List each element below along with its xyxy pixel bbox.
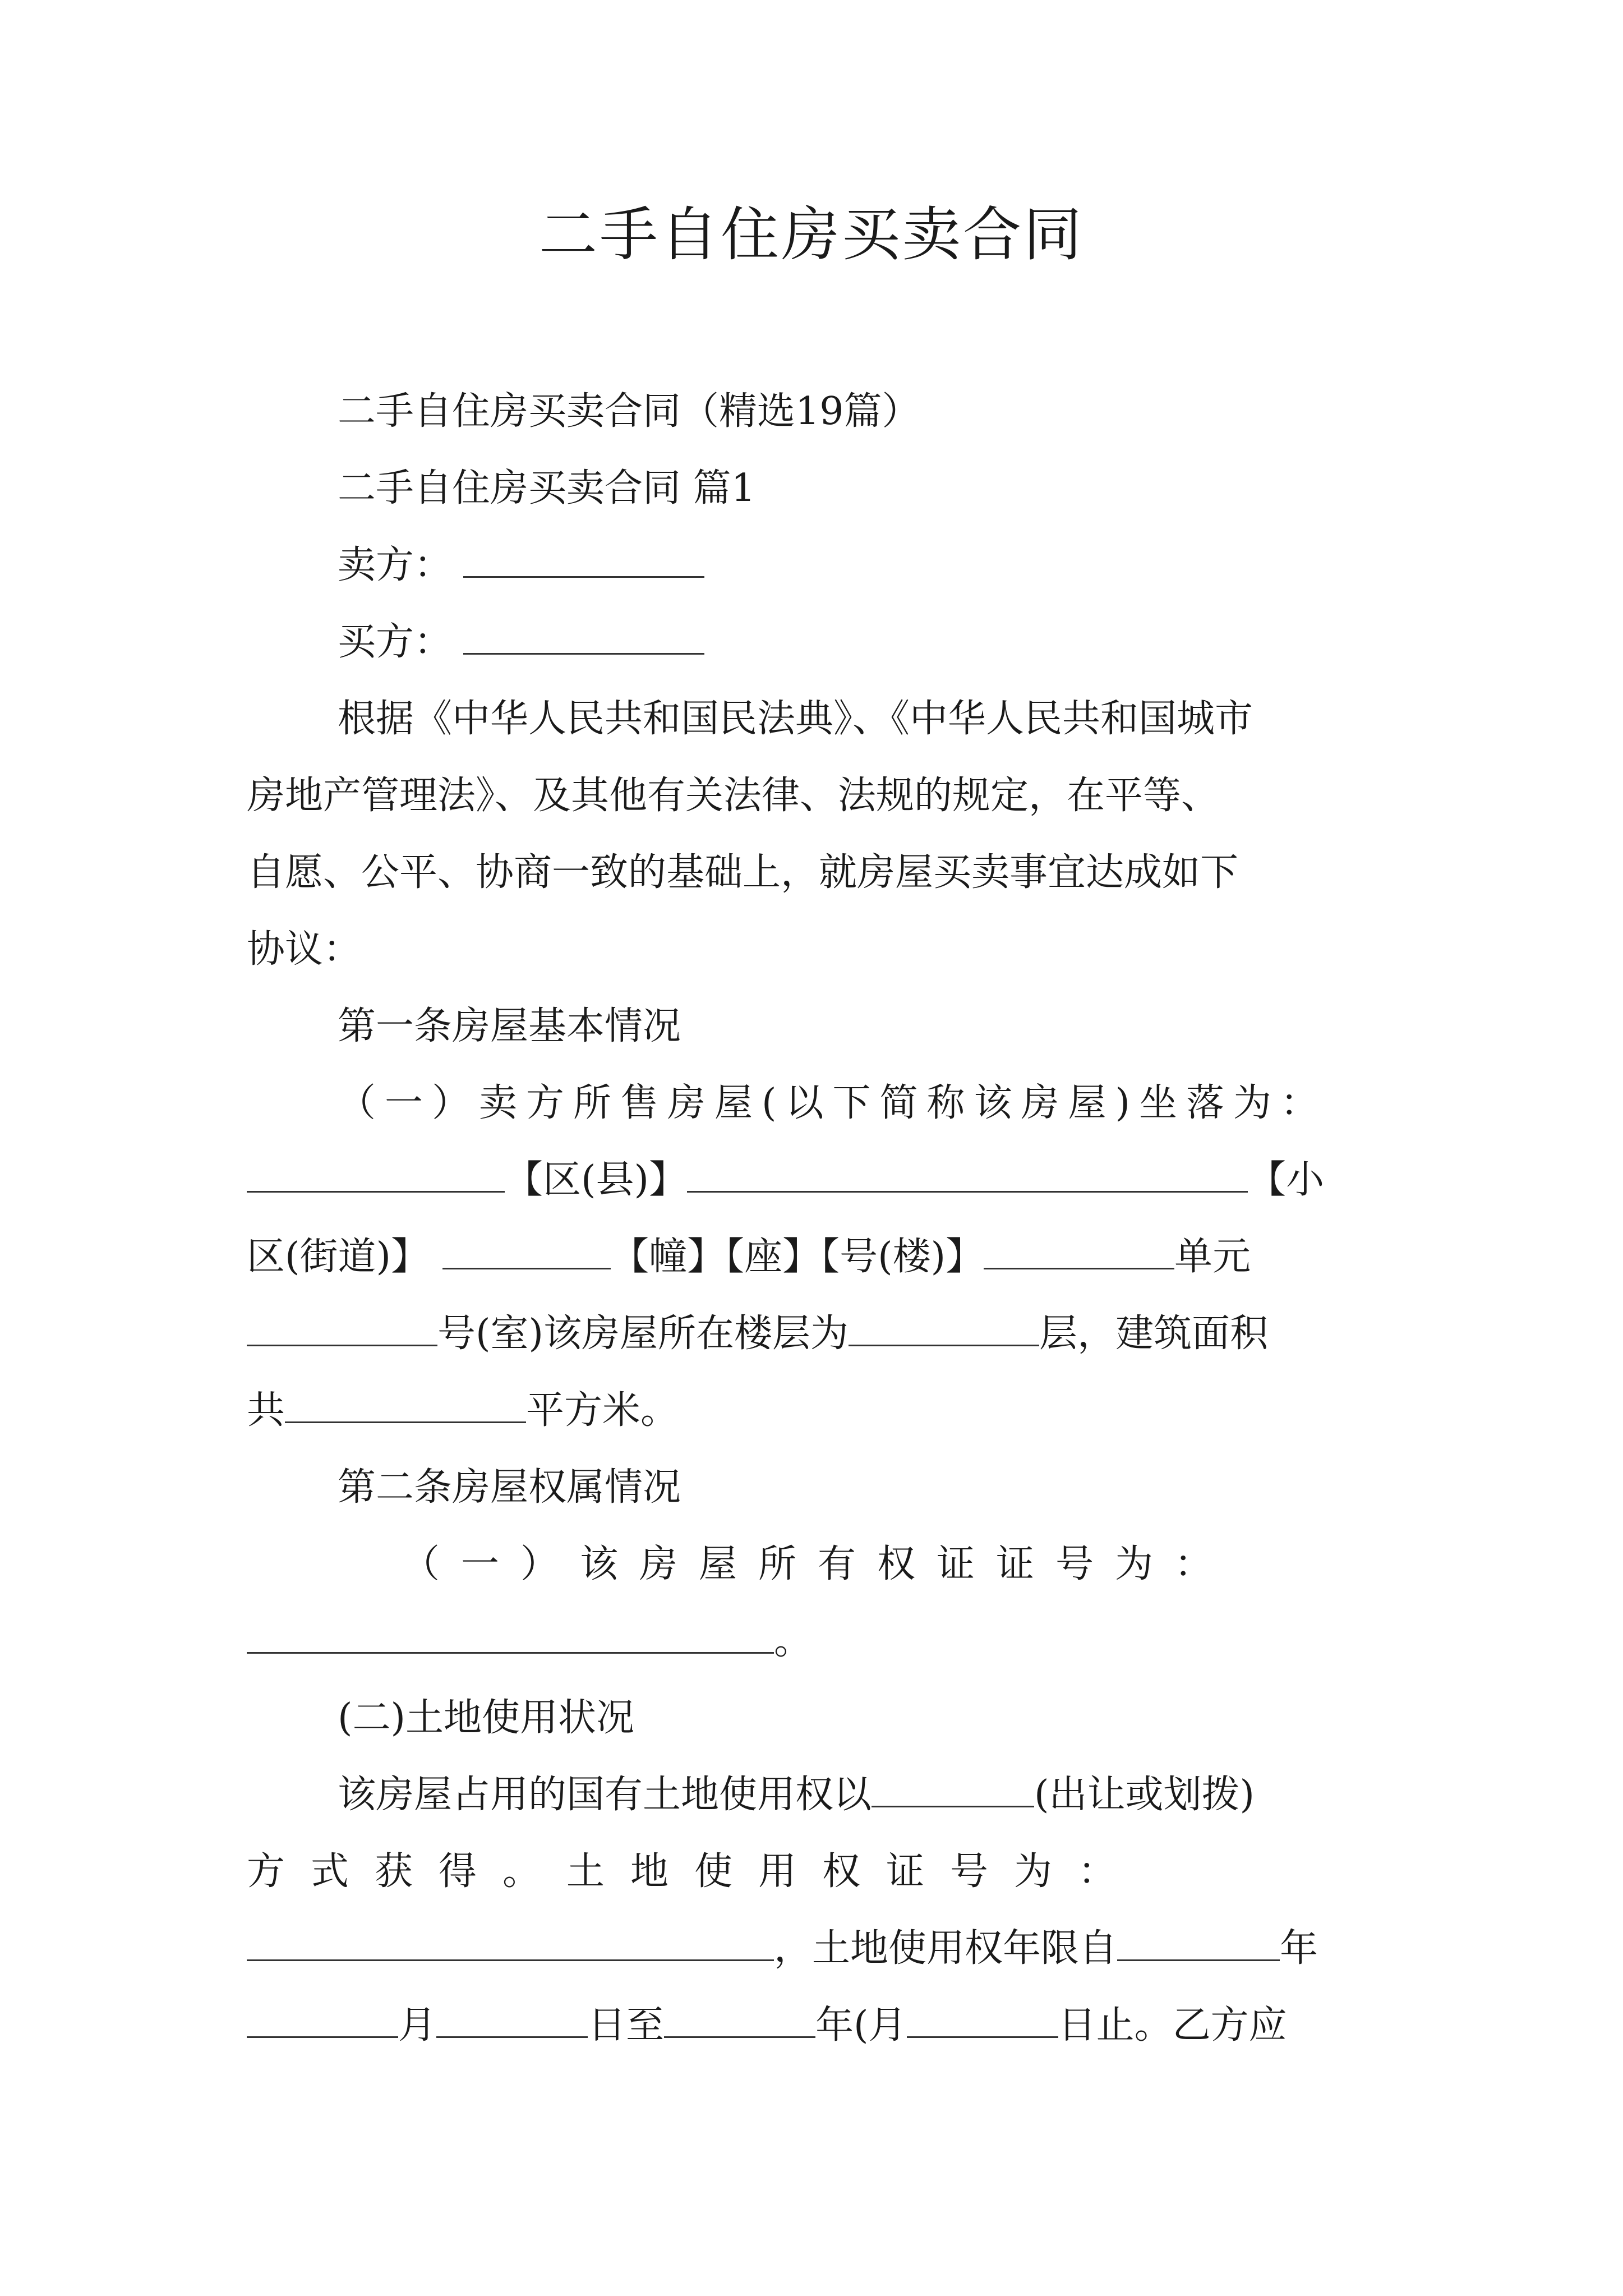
land-cert-blank bbox=[247, 1926, 774, 1961]
document-body bbox=[247, 373, 1391, 2064]
land-method-label: 该房屋占用的国有土地使用权以 bbox=[338, 1773, 872, 1817]
community-label-start: 【小 bbox=[1248, 1158, 1325, 1202]
land-line-3 bbox=[247, 1910, 1391, 1987]
land-term-label: ，土地使用权年限自 bbox=[774, 1926, 1118, 1971]
building-label: 【幢】【座】【号(楼)】 bbox=[611, 1235, 984, 1279]
district-blank bbox=[247, 1157, 505, 1193]
article2-sub2: (二)土地使用状况 bbox=[338, 1696, 635, 1740]
room-label: 号(室)该房屋所在楼层为 bbox=[437, 1312, 849, 1356]
buyer-label: 买方： bbox=[338, 620, 453, 664]
section-heading: 二手自住房买卖合同 篇1 bbox=[338, 466, 755, 510]
article1-heading: 第一条房屋基本情况 bbox=[338, 1004, 681, 1048]
area-prefix: 共 bbox=[247, 1388, 285, 1433]
end-day-blank bbox=[907, 2003, 1058, 2038]
building-blank bbox=[442, 1234, 611, 1269]
area-suffix: 平方米。 bbox=[526, 1388, 679, 1433]
seller-label: 卖方： bbox=[338, 543, 453, 587]
area-blank bbox=[285, 1388, 526, 1423]
article2-line-2 bbox=[247, 1603, 1391, 1680]
seller-line bbox=[247, 527, 1391, 604]
article2-heading: 第二条房屋权属情况 bbox=[338, 1465, 681, 1510]
start-day-blank bbox=[436, 2003, 588, 2038]
year-label: 年 bbox=[1280, 1926, 1318, 1971]
end-year-blank bbox=[664, 2003, 815, 2038]
preamble-line-4: 协议： bbox=[247, 927, 362, 972]
buyer-line bbox=[247, 604, 1391, 680]
land-method-blank bbox=[872, 1772, 1034, 1807]
unit-label: 单元 bbox=[1174, 1235, 1251, 1279]
certificate-end: 。 bbox=[774, 1619, 813, 1663]
seller-blank bbox=[463, 542, 704, 578]
day-to-label: 日至 bbox=[588, 2003, 665, 2047]
end-year-label: 年(月 bbox=[815, 2003, 907, 2047]
subtitle: 二手自住房买卖合同（精选19篇） bbox=[338, 389, 920, 434]
buyer-blank bbox=[463, 619, 704, 655]
article1-line-3 bbox=[247, 1218, 1391, 1295]
certificate-blank bbox=[247, 1618, 774, 1654]
day-end-label: 日止。乙方应 bbox=[1058, 2003, 1287, 2047]
document-title: 二手自住房买卖合同 bbox=[538, 200, 1084, 269]
district-label: 【区(县)】 bbox=[505, 1158, 688, 1202]
land-line-4 bbox=[247, 1987, 1391, 2064]
room-blank bbox=[247, 1311, 437, 1346]
land-line-2: 方式获得。土地使用权证号为： bbox=[247, 1849, 1142, 1894]
land-line-1 bbox=[247, 1756, 1391, 1833]
month-label: 月 bbox=[398, 2003, 437, 2047]
article1-line-2 bbox=[247, 1142, 1391, 1218]
community-label-end: 区(街道)】 bbox=[247, 1235, 430, 1279]
unit-blank bbox=[984, 1234, 1174, 1269]
floor-blank bbox=[849, 1311, 1039, 1346]
article2-line-1: （一）该房屋所有权证证号为： bbox=[402, 1542, 1234, 1586]
preamble-line-2: 房地产管理法》、及其他有关法律、法规的规定，在平等、 bbox=[247, 774, 1220, 818]
preamble-line-3: 自愿、公平、协商一致的基础上，就房屋买卖事宜达成如下 bbox=[247, 850, 1239, 895]
start-month-blank bbox=[247, 2003, 398, 2038]
article1-line-5 bbox=[247, 1372, 1391, 1449]
preamble-line-1: 根据《中华人民共和国民法典》、《中华人民共和国城市 bbox=[338, 697, 1253, 741]
start-year-blank bbox=[1117, 1926, 1280, 1961]
article1-line-4 bbox=[247, 1295, 1391, 1372]
land-method-end: (出让或划拨) bbox=[1034, 1773, 1255, 1817]
article1-line-1: （一）卖方所售房屋(以下简称该房屋)坐落为： bbox=[338, 1081, 1328, 1125]
community-blank bbox=[687, 1157, 1248, 1193]
floor-label: 层，建筑面积 bbox=[1039, 1312, 1269, 1356]
